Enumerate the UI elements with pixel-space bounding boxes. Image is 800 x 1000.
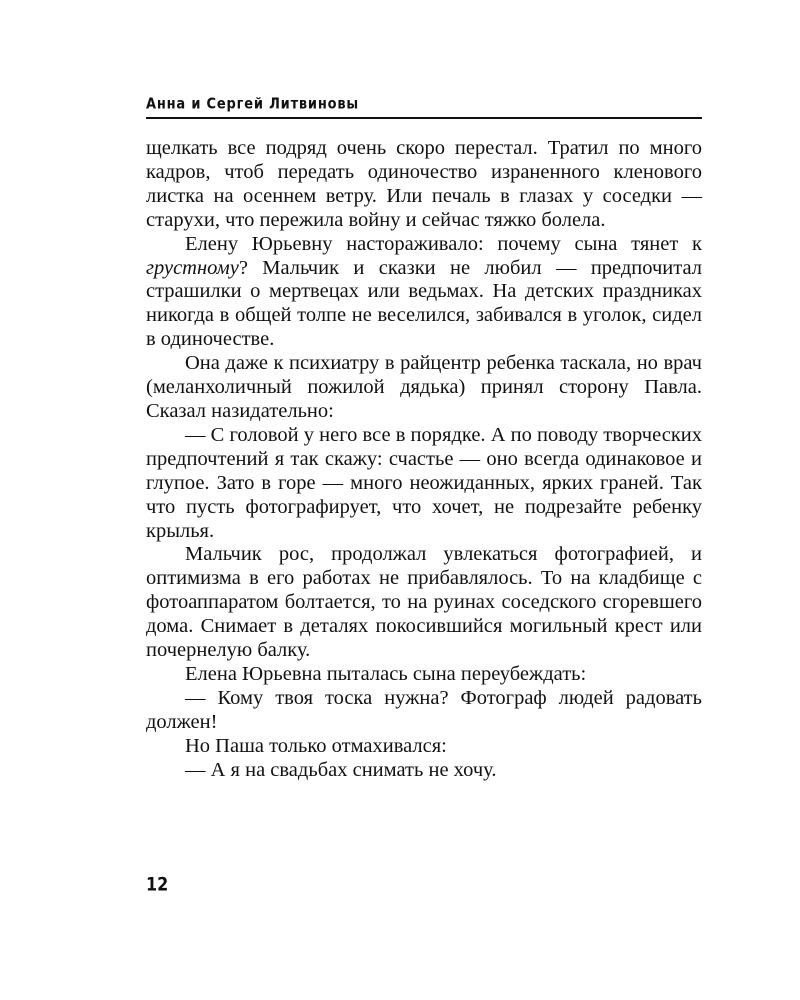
paragraph-2-end: ? Мальчик и сказки не любил — предпочитал страшилки о мертвецах или ведьмах. На детских праздниках никогда в общей толпе не веселился, забивался в уголок, сидел в одиночестве. — [146, 256, 702, 351]
paragraph-5: Мальчик рос, продолжал увлекаться фотографией, и оптимизма в его работах не прибавлялось. То на кладбище с фотоаппаратом болтается, то на руинах соседского сгоревшего дома. Снимает в деталях покосившийся могильный крест или почернелую балку. — [146, 543, 702, 662]
paragraph-3: Она даже к психиатру в райцентр ребенка таскала, но врач (меланхоличный пожилой дядька) принял сторону Павла. Сказал назидательно: — [146, 352, 702, 422]
paragraph-2-start: Елену Юрьевну настораживало: почему сына тянет к — [185, 232, 702, 255]
paragraph-4: — С головой у него все в порядке. А по поводу творческих предпочтений я так скажу: счастье — оно всегда одинаковое и глупое. Зато в горе — много неожиданных, ярких граней. Так что пусть фотографирует, что хочет, не подрезайте ребенку крылья. — [146, 423, 702, 542]
body-text — [146, 137, 702, 782]
page-number: 12 — [146, 873, 169, 895]
paragraph-7: — Кому твоя тоска нужна? Фотограф людей радовать должен! — [146, 686, 702, 733]
header-rule — [146, 117, 702, 119]
paragraph-2 — [146, 233, 702, 353]
paragraph-6: Елена Юрьевна пыталась сына переубеждать: — [185, 662, 587, 685]
running-head: Анна и Сергей Литвиновы — [146, 96, 359, 114]
paragraph-2-emphasis: грустному — [146, 256, 239, 279]
paragraph-1: щелкать все подряд очень скоро перестал. Тратил по много кадров, чтоб передать одиночество израненного кленового листка на осеннем ветру. Или печаль в глазах у соседки — старухи, что пережила войну и сейчас тяжко болела. — [146, 137, 702, 231]
paragraph-8: Но Паша только отмахивался: — [185, 734, 447, 757]
paragraph-9: — А я на свадьбах снимать не хочу. — [185, 758, 497, 781]
